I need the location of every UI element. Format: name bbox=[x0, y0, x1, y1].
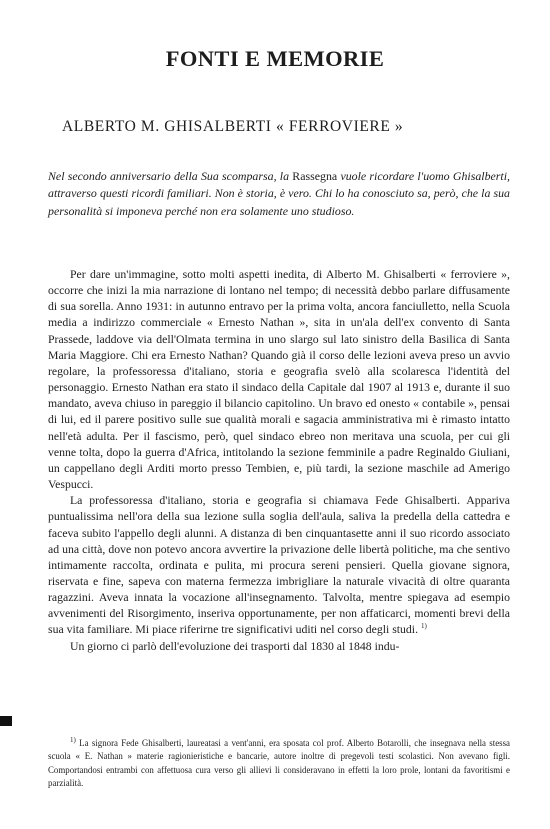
footnote bbox=[48, 737, 510, 791]
paragraph: Per dare un'immagine, sotto molti aspetti inedita, di Alberto M. Ghisalberti « ferroviere », occorre che inizi la mia narrazione di lontano nel tempo; di necessità debbo parlare diffusamente di sua sorella. Anno 1931: in autunno entravo per la prima volta, ancora fanciulletto, nella Scuola media a indirizzo commerciale « Ernesto Nathan », sita in un'ala dell'ex convento di Santa Prassede, laddove via dell'Olmata termina in uno slargo sul lato sinistro della Basilica di Santa Maria Maggiore. Chi era Ernesto Nathan? Quando già il corso delle lezioni aveva preso un avvio regolare, la professoressa d'italiano, storia e geografia svelò alla scolaresca l'identità del personaggio. Ernesto Nathan era stato il sindaco della Capitale dal 1907 al 1913 e, durante il suo mandato, aveva chiuso in pareggio il bilancio capitolino. Un bravo ed onesto « contabile », pensai di lui, ed il parere positivo sulle sue qualità morali e sagacia amministrativa mi è rimasto intatto nell'età adulta. Per il fascismo, però, quel sindaco ebreo non meritava una scuola, per cui gli venne tolta, dopo la guerra d'Africa, intitolando la sezione femminile a padre Reginaldo Giuliani, un cappellano degli Arditi morto presso Tembien, e, più tardi, la sezione maschile ad Amerigo Vespucci. bbox=[48, 268, 510, 492]
intro-text-1: Nel secondo anniversario della Sua scomparsa, la bbox=[48, 169, 293, 183]
paragraph: Un giorno ci parlò dell'evoluzione dei trasporti dal 1830 al 1848 indu- bbox=[70, 639, 400, 653]
journal-name: Rassegna bbox=[292, 169, 338, 183]
paragraph bbox=[48, 493, 510, 638]
section-title: FONTI E MEMORIE bbox=[165, 46, 385, 71]
article-body bbox=[48, 267, 510, 655]
footnote-reference: 1) bbox=[420, 622, 427, 631]
footnote-text: La signora Fede Ghisalberti, laureatasi a vent'anni, era sposata col prof. Alberto Botarolli, che insegnava nella stessa scuola « E. Nathan » materie ragionieristiche e bancarie, autore inoltre di pregevoli testi scolastici. Non avevano figli. Comportandosi entrambi con affettuosa cura verso gli allievi li consideravano in effetti la loro prole, lontani da favoritismi e parzialità. bbox=[48, 738, 510, 789]
margin-marker bbox=[0, 716, 12, 726]
footnote-mark: 1) bbox=[70, 736, 76, 745]
intro-text-2: vuole ricordare l'uomo Ghisalberti, attraverso questi ricordi familiari. Non è storia, è vero. Chi lo ha conosciuto sa, però, che la sua personalità si imponeva perché non era solamente uno studioso. bbox=[48, 169, 511, 218]
editorial-intro bbox=[48, 168, 510, 220]
paragraph-text: La professoressa d'italiano, storia e geografia si chiamava Fede Ghisalberti. Appariva puntualissima nell'ora della sua lezione sulla soglia dell'aula, saliva la predella della cattedra e faceva subito l'appello degli alunni. A distanza di ben cinquantasette anni il suo ricordo associato ad una città, dove non potevo ancora avvertire la privazione delle libertà politiche, ma che sentivo intimamente raccolta, ordinata e pulita, mi procura sereni pensieri. Quella giovane signora, riservata e fine, sapeva con materna fermezza imbrigliare la naturale vivacità di oltre quaranta ragazzini. Aveva innata la vocazione all'insegnamento. Talvolta, mentre spiegava ad esempio avvenimenti del Risorgimento, inseriva opportunamente, per non affaticarci, momenti brevi della sua vita familiare. Mi piace riferirne tre significativi uditi nel corso degli studi. bbox=[48, 494, 510, 637]
article-title: ALBERTO M. GHISALBERTI « FERROVIERE » bbox=[62, 118, 404, 135]
